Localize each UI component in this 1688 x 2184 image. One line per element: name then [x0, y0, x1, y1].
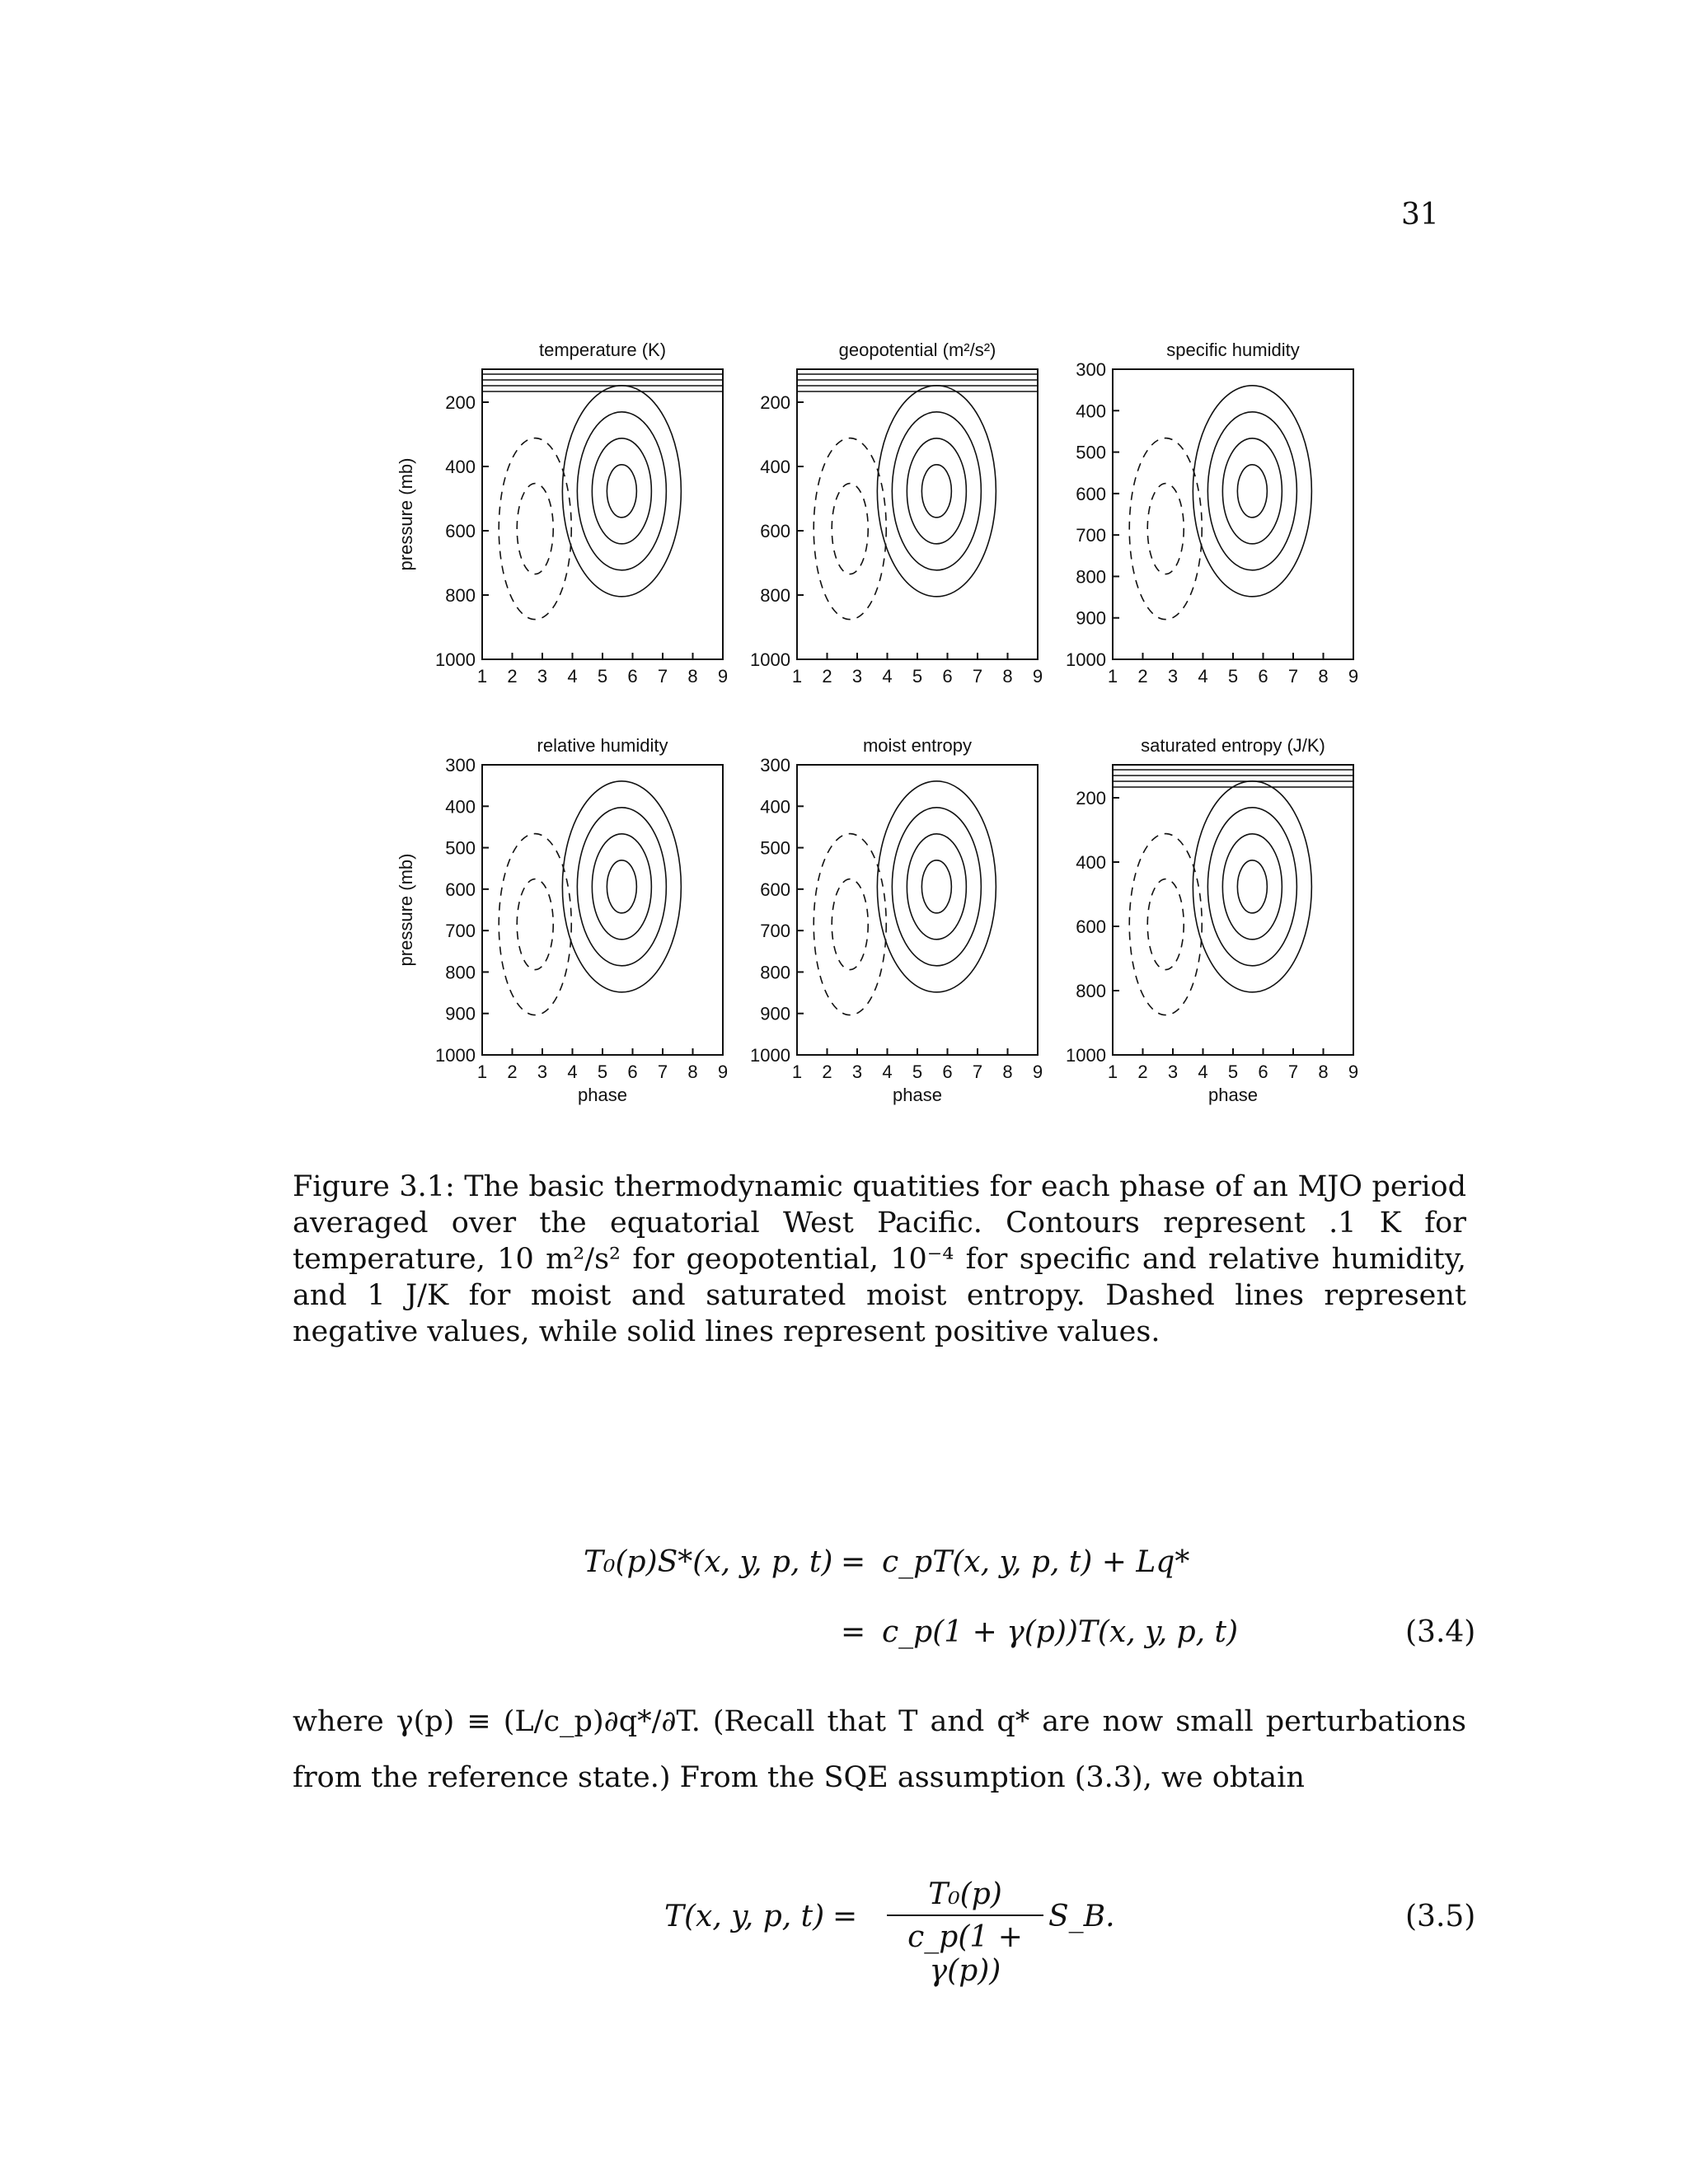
- x-tick-label: 8: [1002, 666, 1013, 687]
- y-tick-label: 300: [445, 755, 476, 776]
- contour-solid: [907, 438, 966, 544]
- contour-solid: [562, 781, 681, 992]
- y-tick-label: 800: [760, 962, 790, 983]
- x-tick-label: 8: [1318, 1062, 1329, 1082]
- y-tick-label: 200: [760, 392, 790, 413]
- y-tick-label: 800: [760, 585, 790, 606]
- eq34-number: (3.4): [1405, 1615, 1476, 1649]
- y-tick-label: 300: [760, 755, 790, 776]
- eq35-number: (3.5): [1405, 1900, 1476, 1933]
- y-tick-label: 1000: [750, 1045, 790, 1066]
- contour-lines: [1129, 386, 1311, 620]
- eq35-numerator: T₀(p): [928, 1877, 1002, 1911]
- x-tick-label: 4: [1198, 1062, 1208, 1082]
- y-tick-label: 700: [1076, 525, 1106, 546]
- contour-solid: [1207, 808, 1296, 966]
- contour-solid: [892, 412, 981, 570]
- contour-solid: [562, 386, 681, 597]
- contour-solid: [577, 808, 666, 966]
- x-tick-label: 4: [1198, 666, 1208, 687]
- x-tick-label: 9: [1032, 666, 1043, 687]
- contour-dashed: [814, 834, 886, 1015]
- contour-lines: [814, 781, 996, 1015]
- contour-lines: [482, 374, 723, 620]
- x-tick-label: 3: [1167, 666, 1179, 687]
- eq34-lhs: T₀(p)S*(x, y, p, t): [584, 1545, 833, 1579]
- x-tick-label: 8: [1002, 1062, 1013, 1082]
- y-tick-label: 900: [445, 1003, 476, 1024]
- x-tick-label: 7: [972, 666, 983, 687]
- x-tick-label: 1: [1107, 666, 1118, 687]
- contour-dashed: [832, 484, 868, 574]
- contour-solid: [607, 860, 636, 913]
- x-tick-label: 3: [537, 1062, 548, 1082]
- contour-dashed: [499, 438, 571, 620]
- x-tick-label: 5: [1227, 666, 1239, 687]
- y-tick-label: 800: [445, 962, 476, 983]
- x-tick-label: 7: [657, 1062, 668, 1082]
- contour-solid: [921, 465, 951, 518]
- eq35-suffix: S_B.: [1048, 1900, 1115, 1933]
- contour-lines: [1113, 770, 1353, 1015]
- x-tick-label: 8: [1318, 666, 1329, 687]
- figure-caption: Figure 3.1: The basic thermodynamic quatities for each phase of an MJO period averaged over the equatorial West Pacific. Contours represent .1 K for temperature, 10 m²/s² for geopotential, 10⁻⁴ for specific and relative humidity, and 1 J/K for moist and saturated moist entropy. Dashed lines represent negative values, while solid lines represent positive values.: [293, 1170, 1466, 1348]
- y-tick-label: 900: [760, 1003, 790, 1024]
- x-tick-label: 6: [1258, 1062, 1268, 1082]
- x-tick-label: 9: [1032, 1062, 1043, 1082]
- x-tick-label: 5: [912, 1062, 923, 1082]
- contour-dashed: [814, 438, 886, 620]
- contour-solid: [1237, 860, 1267, 913]
- contour-dashed: [1147, 879, 1184, 970]
- x-tick-label: 3: [1167, 1062, 1179, 1082]
- panel-title: relative humidity: [537, 735, 668, 756]
- x-tick-label: 1: [791, 1062, 803, 1082]
- panel-title: saturated entropy (J/K): [1141, 735, 1325, 756]
- x-tick-label: 7: [1287, 1062, 1299, 1082]
- y-tick-label: 400: [1076, 401, 1106, 422]
- y-tick-label: 200: [1076, 788, 1106, 808]
- x-tick-label: 9: [717, 1062, 729, 1082]
- eq35-equals: =: [832, 1900, 858, 1933]
- x-tick-label: 6: [942, 1062, 953, 1082]
- contour-solid: [1207, 412, 1296, 570]
- contour-solid: [907, 834, 966, 940]
- contour-solid: [607, 465, 636, 518]
- x-tick-label: 5: [1227, 1062, 1239, 1082]
- y-tick-label: 1000: [1066, 1045, 1106, 1066]
- page-number: 31: [1401, 198, 1439, 232]
- contour-solid: [1193, 781, 1311, 992]
- x-axis-label: phase: [578, 1085, 627, 1105]
- contour-solid: [577, 412, 666, 570]
- x-tick-label: 5: [597, 666, 608, 687]
- x-axis-label: phase: [1208, 1085, 1258, 1105]
- x-tick-label: 7: [657, 666, 668, 687]
- contour-solid: [592, 834, 651, 940]
- panel-4: [396, 735, 728, 1105]
- y-tick-label: 1000: [1066, 649, 1106, 670]
- x-tick-label: 6: [942, 666, 953, 687]
- x-tick-label: 5: [597, 1062, 608, 1082]
- y-tick-label: 400: [1076, 852, 1106, 873]
- contour-dashed: [1147, 484, 1184, 574]
- panel-3: [1066, 340, 1358, 687]
- y-tick-label: 700: [760, 921, 790, 942]
- x-tick-label: 2: [822, 666, 832, 687]
- x-tick-label: 4: [567, 1062, 578, 1082]
- y-tick-label: 400: [760, 796, 790, 818]
- contour-dashed: [517, 879, 553, 970]
- x-tick-label: 3: [851, 666, 863, 687]
- eq35-fraction-bar: [887, 1915, 1043, 1916]
- contour-dashed: [832, 879, 868, 970]
- y-tick-label: 400: [760, 457, 790, 477]
- y-tick-label: 1000: [750, 649, 790, 670]
- x-tick-label: 4: [567, 666, 578, 687]
- x-tick-label: 6: [627, 1062, 638, 1082]
- x-tick-label: 1: [1107, 1062, 1118, 1082]
- x-tick-label: 2: [1137, 1062, 1148, 1082]
- contour-dashed: [499, 834, 571, 1015]
- eq34-equals-1: =: [841, 1545, 866, 1579]
- y-tick-label: 1000: [435, 1045, 476, 1066]
- x-tick-label: 4: [882, 666, 893, 687]
- x-tick-label: 9: [717, 666, 729, 687]
- contour-solid: [921, 860, 951, 913]
- panel-5: [750, 735, 1043, 1105]
- y-tick-label: 500: [445, 837, 476, 859]
- contour-lines: [499, 781, 681, 1015]
- paragraph: where γ(p) ≡ (L/c_p)∂q*/∂T. (Recall that T and q* are now small perturbations from the reference state.) From the SQE assumption (3.3), we obtain: [293, 1705, 1466, 1794]
- y-tick-label: 800: [1076, 981, 1106, 1001]
- y-tick-label: 600: [1076, 483, 1106, 504]
- y-tick-label: 600: [445, 879, 476, 900]
- y-tick-label: 500: [760, 837, 790, 859]
- panel-title: specific humidity: [1166, 340, 1300, 360]
- x-tick-label: 2: [507, 1062, 518, 1082]
- contour-solid: [877, 781, 996, 992]
- contour-dashed: [1129, 438, 1202, 620]
- y-axis-label: pressure (mb): [396, 853, 416, 967]
- y-tick-label: 1000: [435, 649, 476, 670]
- contour-dashed: [517, 484, 553, 574]
- panel-title: temperature (K): [538, 340, 667, 360]
- eq34-rhs1: c_pT(x, y, p, t) + Lq*: [882, 1545, 1190, 1579]
- y-tick-label: 200: [445, 392, 476, 413]
- x-tick-label: 6: [1258, 666, 1268, 687]
- x-tick-label: 3: [537, 666, 548, 687]
- contour-solid: [1222, 438, 1282, 544]
- contour-lines: [797, 374, 1038, 620]
- panel-title: geopotential (m²/s²): [838, 340, 996, 360]
- contour-solid: [592, 438, 651, 544]
- x-tick-label: 8: [687, 1062, 698, 1082]
- contour-solid: [1222, 834, 1282, 940]
- x-tick-label: 1: [791, 666, 803, 687]
- x-tick-label: 2: [1137, 666, 1148, 687]
- contour-solid: [877, 386, 996, 597]
- x-tick-label: 9: [1348, 666, 1359, 687]
- y-tick-label: 800: [445, 585, 476, 606]
- x-axis-label: phase: [893, 1085, 942, 1105]
- x-tick-label: 5: [912, 666, 923, 687]
- panel-1: [396, 340, 728, 687]
- x-tick-label: 2: [822, 1062, 832, 1082]
- y-tick-label: 300: [1076, 359, 1106, 380]
- x-tick-label: 6: [627, 666, 638, 687]
- x-tick-label: 1: [476, 1062, 488, 1082]
- y-tick-label: 500: [1076, 442, 1106, 463]
- eq34-equals-2: =: [841, 1615, 866, 1649]
- y-tick-label: 600: [760, 521, 790, 541]
- panel-6: [1066, 735, 1358, 1105]
- y-tick-label: 600: [760, 879, 790, 900]
- panel-title: moist entropy: [862, 735, 973, 756]
- y-tick-label: 400: [445, 796, 476, 818]
- x-tick-label: 9: [1348, 1062, 1359, 1082]
- eq35-denominator: c_p(1 + γ(p)): [907, 1920, 1023, 1988]
- x-tick-label: 8: [687, 666, 698, 687]
- x-tick-label: 1: [476, 666, 488, 687]
- x-tick-label: 7: [972, 1062, 983, 1082]
- eq35-lhs: T(x, y, p, t): [664, 1900, 825, 1933]
- y-tick-label: 900: [1076, 607, 1106, 629]
- y-tick-label: 600: [445, 521, 476, 541]
- y-tick-label: 700: [445, 921, 476, 942]
- y-tick-label: 400: [445, 457, 476, 477]
- contour-solid: [1237, 465, 1267, 518]
- contour-solid: [892, 808, 981, 966]
- x-tick-label: 2: [507, 666, 518, 687]
- eq34-rhs2: c_p(1 + γ(p))T(x, y, p, t): [882, 1615, 1239, 1649]
- y-axis-label: pressure (mb): [396, 457, 416, 571]
- x-tick-label: 3: [851, 1062, 863, 1082]
- contour-dashed: [1129, 834, 1202, 1015]
- y-tick-label: 800: [1076, 566, 1106, 588]
- y-tick-label: 600: [1076, 916, 1106, 937]
- contour-solid: [1193, 386, 1311, 597]
- x-tick-label: 4: [882, 1062, 893, 1082]
- panel-2: [750, 340, 1043, 687]
- x-tick-label: 7: [1287, 666, 1299, 687]
